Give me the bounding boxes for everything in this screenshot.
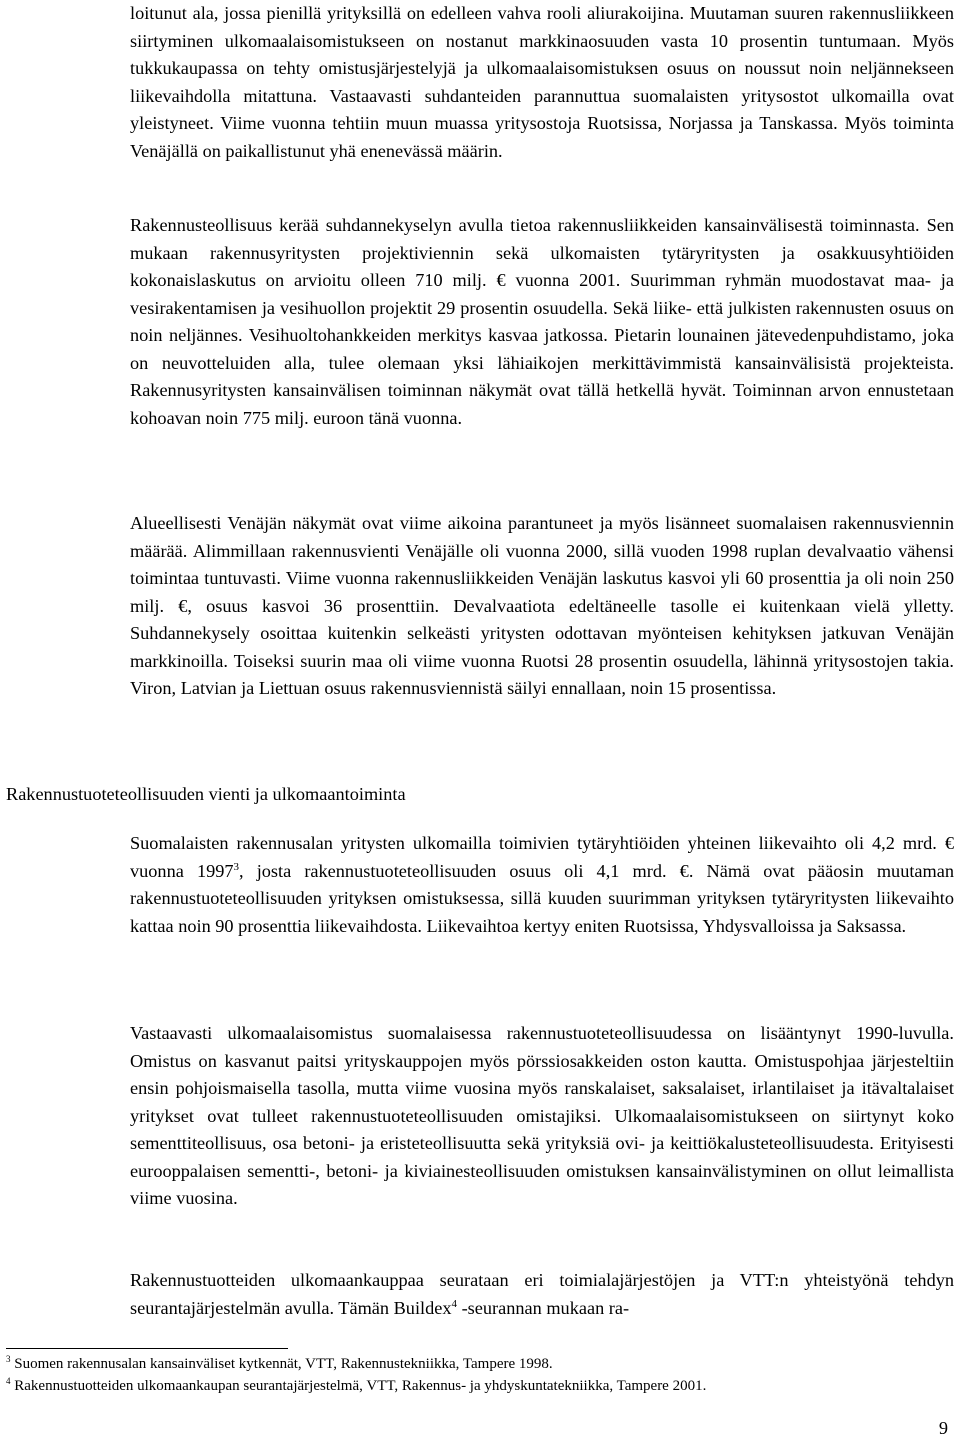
paragraph-buildex [130,1267,954,1322]
paragraph-text: Rakennustuotteiden ulkomaankauppaa seurataan eri toimialajärjestöjen ja VTT:n yhteistyönä tehdyn seurantajärjestelmän avulla. Tämän Buildex [130,1270,954,1318]
footnote-divider [6,1348,288,1349]
page-number: 9 [938,1418,948,1438]
footnote-4 [6,1375,946,1397]
paragraph-international-survey: Rakennusteollisuus kerää suhdannekyselyn avulla tietoa rakennusliikkeiden kansainvälisestä toiminnasta. Sen mukaan rakennusyritysten projektiviennin sekä ulkomaisten tytäryritysten ja osakkuusyhtiöiden kokonaislaskutus on arvioitu olleen 710 milj. € vuonna 2001. Suurimman ryhmän muodostavat maa- ja vesirakentamisen ja vesihuollon projektit 29 prosentin osuudella. Sekä liike- että julkisten rakennusten osuus on noin neljännes. Vesihuoltohankkeiden merkitys kasvaa jatkossa. Pietarin lounainen jätevedenpuhdistamo, joka on neuvotteluiden alla, tulee olemaan yksi lähiaikojen merkittävimmistä kansainvälisistä projekteista. Rakennusyritysten kansainvälisen toiminnan näkymät ovat tällä hetkellä hyvät. Toiminnan arvon ennustetaan kohoavan noin 775 milj. euroon tänä vuonna. [130,215,954,428]
footnote-text: Suomen rakennusalan kansainväliset kytkennät, VTT, Rakennustekniikka, Tampere 1998. [10,1356,553,1372]
paragraph-subsidiaries [130,830,954,940]
footnote-text: Rakennustuotteiden ulkomaankaupan seurantajärjestelmä, VTT, Rakennus- ja yhdyskuntatekniikka, Tampere 2001. [10,1378,707,1394]
section-heading: Rakennustuoteteollisuuden vienti ja ulkomaantoiminta [6,784,406,804]
paragraph-russia-outlook: Alueellisesti Venäjän näkymät ovat viime aikoina parantuneet ja myös lisänneet suomalaisen rakennusviennin määrää. Alimmillaan rakennusvienti Venäjälle oli vuonna 2000, sillä vuoden 1998 ruplan devalvaatio vähensi toimintaa tuntuvasti. Viime vuonna rakennusliikkeiden Venäjän laskutus kasvoi yli 60 prosenttia ja oli noin 250 milj. €, osuus kasvoi 36 prosenttiin. Devalvaatiota edeltäneelle tasolle ei kuitenkaan vielä ylletty. Suhdannekysely osoittaa kuitenkin selkeästi yritysten odottavan myönteisen kehityksen jatkuvan Venäjän markkinoilla. Toiseksi suurin maa oli viime vuonna Ruotsi 28 prosentin osuudella, lähinnä yritysostojen takia. Viron, Latvian ja Liettuan osuus rakennusviennistä säilyi ennallaan, noin 15 prosentissa. [130,513,954,698]
footnote-ref-3[interactable]: 3 [233,860,239,873]
footnote-mark: 4 [6,1376,11,1386]
footnote-mark: 3 [6,1354,11,1364]
paragraph-foreign-ownership: loitunut ala, jossa pienillä yrityksillä on edelleen vahva rooli aliurakoijina. Muutaman suuren rakennusliikkeen siirtyminen ulkomaalaisomistukseen on nostanut markkinaosuuden vasta 10 prosentin tuntumaan. Myös tukkukaupassa on tehty omistusjärjestelyjä ja ulkomaalaisomistuksen osuus on noussut noin neljännekseen liikevaihdolla mitattuna. Vastaavasti suhdanteiden parannuttua suomalaisten yritysostot ulkomailla ovat yleistyneet. Viime vuonna tehtiin muun muassa yritysostoja Ruotsissa, Norjassa ja Tanskassa. Myös toiminta Venäjällä on paikallistunut yhä enenevässä määrin. [130,3,954,161]
paragraph-text: , josta rakennustuoteteollisuuden osuus oli 4,1 mrd. €. Nämä ovat pääosin muutaman rakennustuoteteollisuuden yrityksen omistuksessa, sillä kuuden suurimman yrityksen tytäryritysten liikevaihto kattaa noin 90 prosenttia liikevaihdosta. Liikevaihtoa kertyy eniten Ruotsissa, Yhdysvalloissa ja Saksassa. [130,860,955,936]
footnote-ref-4[interactable]: 4 [451,1297,457,1310]
paragraph-foreign-ownership-products: Vastaavasti ulkomaalaisomistus suomalaisessa rakennustuoteteollisuudessa on lisääntynyt 1990-luvulla. Omistus on kasvanut paitsi yrityskauppojen myös pörssiosakkeiden oston kautta. Omistuspohjaa järjesteltiin ensin pohjoismaisella tasolla, mutta viime vuosina myös ranskalaiset, saksalaiset, irlantilaiset ja itävaltalaiset yritykset ovat tulleet rakennustuoteteollisuuden omistajiksi. Ulkomaalaisomistukseen on siirtynyt koko sementtiteollisuus, osa betoni- ja eristeteollisuutta sekä yrityksiä ovi- ja keittiökalusteteollisuudesta. Erityisesti eurooppalaisen sementti-, betoni- ja kiviainesteollisuuden omistuksen kansainvälistyminen on ollut leimallista viime vuosina. [130,1023,954,1208]
paragraph-text: -seurannan mukaan ra- [457,1297,630,1318]
paragraph-text: Suomalaisten rakennusalan yritysten ulkomailla toimivien tytäryhtiöiden yhteinen liikevaihto oli 4,2 mrd. € vuonna 1997 [130,833,954,881]
footnote-3 [6,1353,946,1375]
footnotes [6,1353,946,1397]
